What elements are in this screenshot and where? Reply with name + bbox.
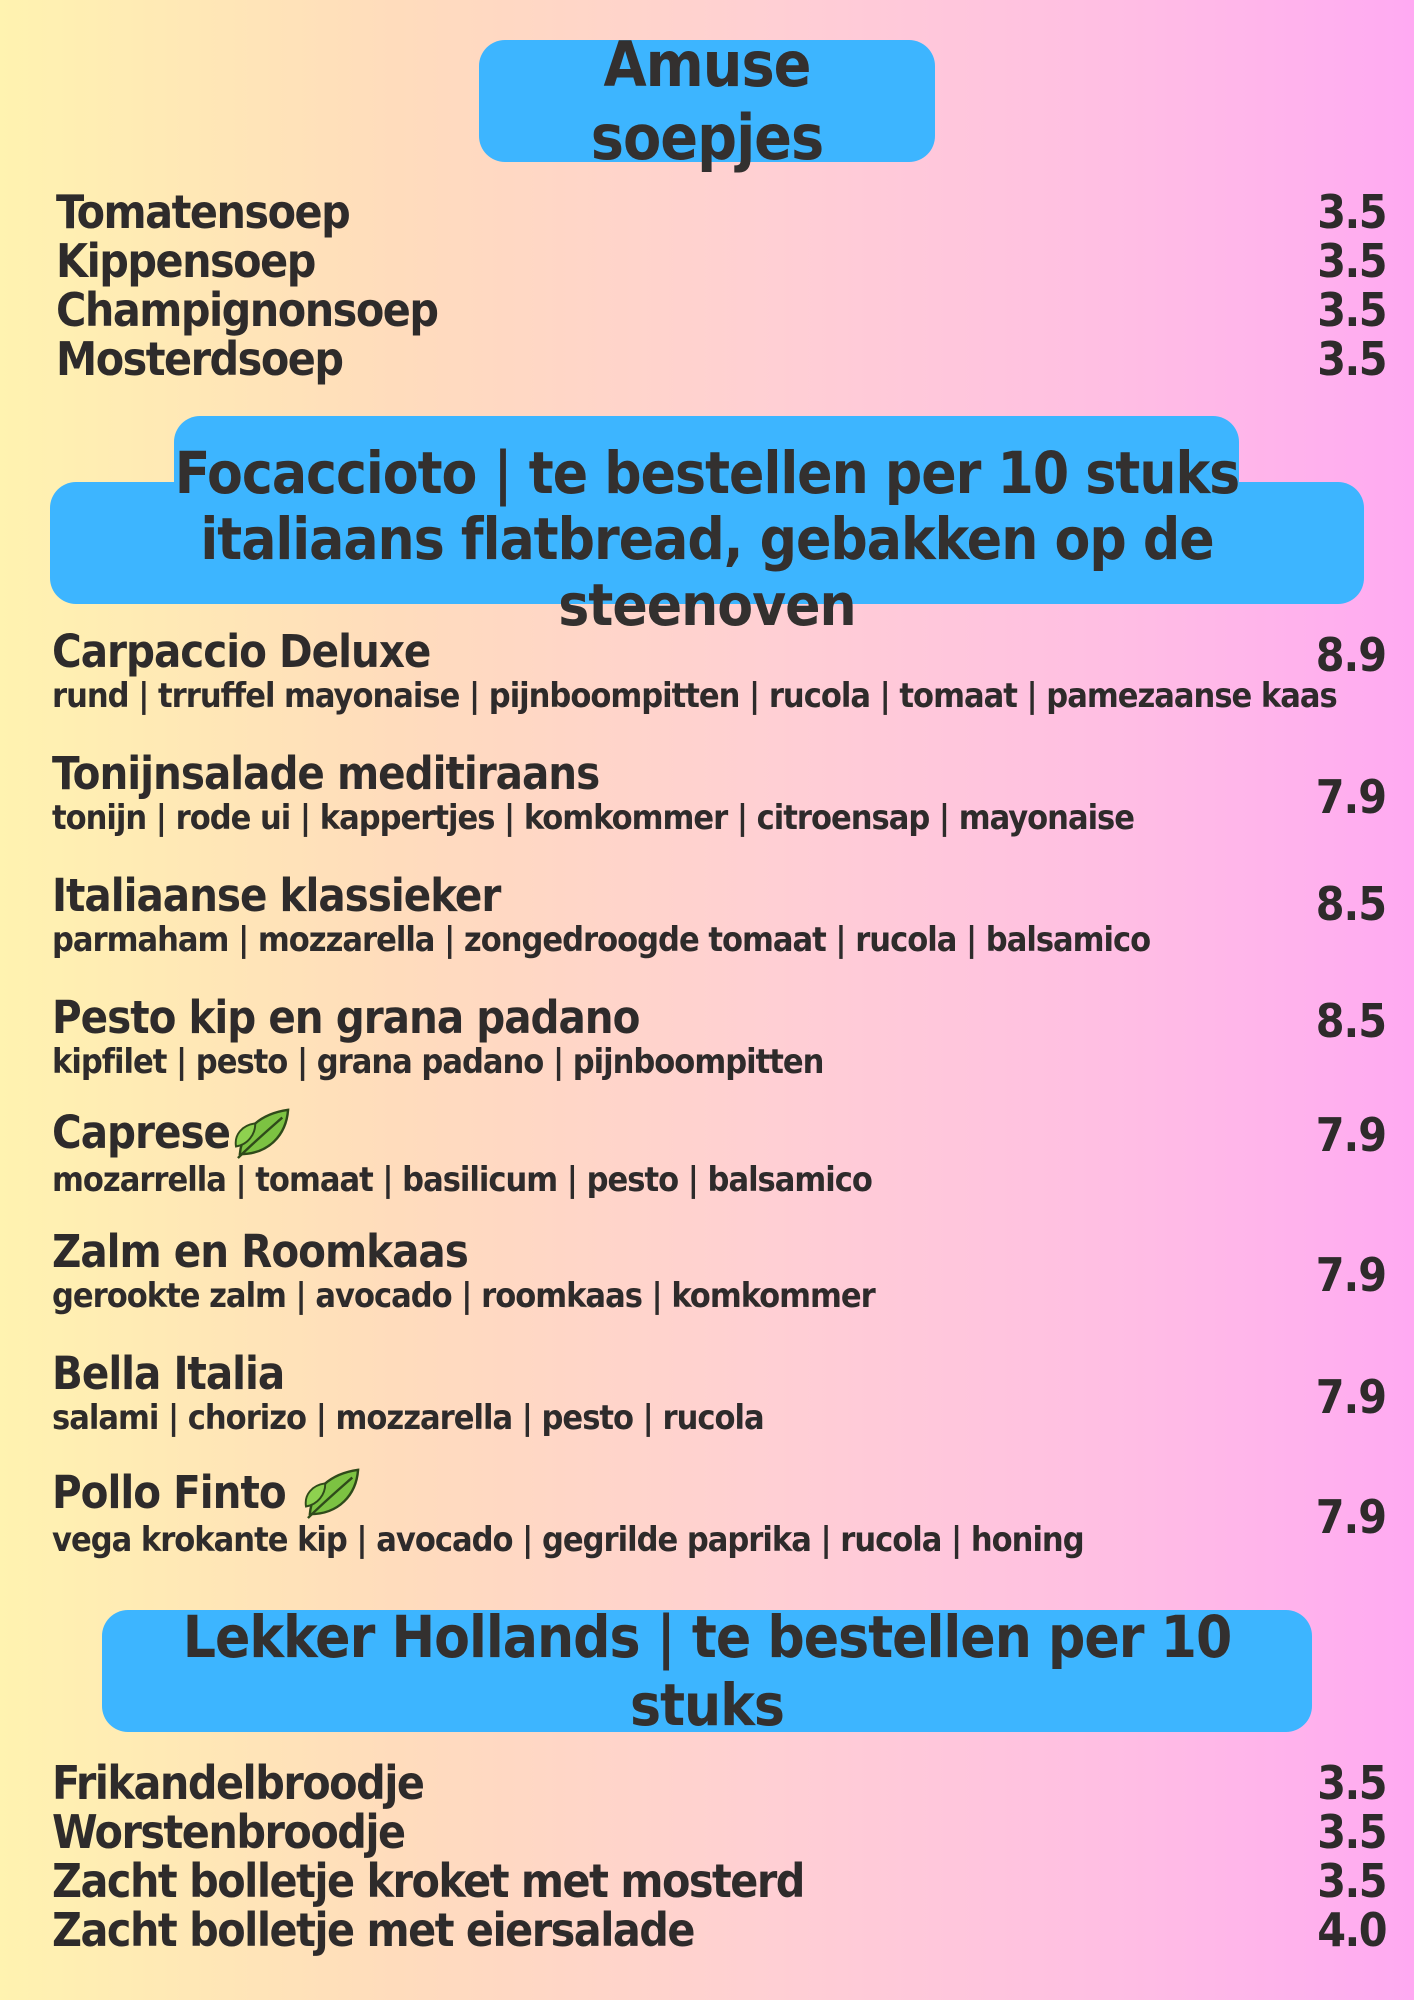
item-price: 8.5: [1315, 877, 1386, 931]
item-price: 3.5: [1317, 234, 1386, 288]
item-price: 4.0: [1317, 1903, 1386, 1957]
item-description: gerookte zalm | avocado | roomkaas | komkommer: [52, 1276, 875, 1316]
menu-item: [56, 236, 1386, 286]
menu-item: [56, 285, 1386, 335]
item-name: Zacht bolletje kroket met mosterd: [52, 1854, 804, 1908]
item-name: Kippensoep: [56, 234, 315, 288]
item-price: 3.5: [1317, 332, 1386, 386]
item-name: Bella Italia: [52, 1347, 285, 1400]
leaf-icon: [234, 1106, 292, 1160]
item-name: Champignonsoep: [56, 283, 438, 337]
item-description: kipfilet | pesto | grana padano | pijnboompitten: [52, 1042, 824, 1082]
item-description: vega krokante kip | avocado | gegrilde paprika | rucola | honing: [52, 1520, 1084, 1560]
item-price: 8.5: [1315, 994, 1386, 1048]
section-title-hollands: Lekker Hollands | te bestellen per 10 stuks: [182, 1603, 1232, 1739]
item-price: 8.9: [1315, 628, 1386, 682]
item-name-row: [52, 1466, 1386, 1520]
menu-item: [52, 1466, 1386, 1560]
item-name: Zalm en Roomkaas: [52, 1225, 468, 1278]
leaf-icon: [304, 1466, 362, 1520]
section-subtitle-line2: italiaans flatbread, gebakken op de steenoven: [200, 505, 1214, 639]
item-price: 3.5: [1317, 1805, 1386, 1859]
item-name: Mosterdsoep: [56, 332, 343, 386]
item-name: Caprese: [52, 1106, 231, 1159]
menu-item: [52, 1225, 1386, 1316]
item-name: Italiaanse klassieker: [52, 869, 501, 922]
section-title-focaccioto: [50, 440, 1364, 638]
item-name: Worstenbroodje: [52, 1805, 405, 1859]
item-price: 3.5: [1317, 185, 1386, 239]
item-description: mozarrella | tomaat | basilicum | pesto | balsamico: [52, 1160, 872, 1200]
item-price: 7.9: [1315, 1490, 1386, 1544]
item-name: Carpaccio Deluxe: [52, 625, 431, 678]
menu-item: [52, 1856, 1386, 1906]
section-title-line1: Focaccioto | te bestellen per 10 stuks: [174, 439, 1240, 507]
item-price: 7.9: [1315, 1370, 1386, 1424]
menu-item: [52, 1106, 1386, 1200]
menu-item: [52, 747, 1386, 838]
menu-item: [52, 1758, 1386, 1808]
menu-item: [56, 187, 1386, 237]
section-header-hollands: [102, 1603, 1312, 1739]
menu-item: [52, 1905, 1386, 1955]
item-price: 7.9: [1315, 1108, 1386, 1162]
menu-item: [56, 334, 1386, 384]
item-price: 3.5: [1317, 283, 1386, 337]
item-price: 7.9: [1315, 1248, 1386, 1302]
item-name: Frikandelbroodje: [52, 1756, 424, 1810]
item-price: 7.9: [1315, 770, 1386, 824]
menu-item: [52, 625, 1386, 716]
menu-item: [52, 1347, 1386, 1438]
item-price: 3.5: [1317, 1854, 1386, 1908]
section-header-amuse: [479, 28, 935, 174]
item-name: Tomatensoep: [56, 185, 350, 239]
item-description: salami | chorizo | mozzarella | pesto | rucola: [52, 1398, 764, 1438]
item-name: Zacht bolletje met eiersalade: [52, 1903, 695, 1957]
item-description: rund | trruffel mayonaise | pijnboompitten | rucola | tomaat | pamezaanse kaas: [52, 676, 1337, 716]
menu-item: [52, 869, 1386, 960]
item-description: tonijn | rode ui | kappertjes | komkommer | citroensap | mayonaise: [52, 798, 1135, 838]
section-title-amuse: Amuse soepjes: [590, 28, 824, 174]
menu-item: [52, 991, 1386, 1082]
item-name: Tonijnsalade meditiraans: [52, 747, 600, 800]
item-name: Pollo Finto: [52, 1466, 286, 1519]
item-description: parmaham | mozzarella | zongedroogde tomaat | rucola | balsamico: [52, 920, 1151, 960]
item-name: Pesto kip en grana padano: [52, 991, 640, 1044]
item-name-row: [52, 1106, 1386, 1160]
item-price: 3.5: [1317, 1756, 1386, 1810]
menu-item: [52, 1807, 1386, 1857]
